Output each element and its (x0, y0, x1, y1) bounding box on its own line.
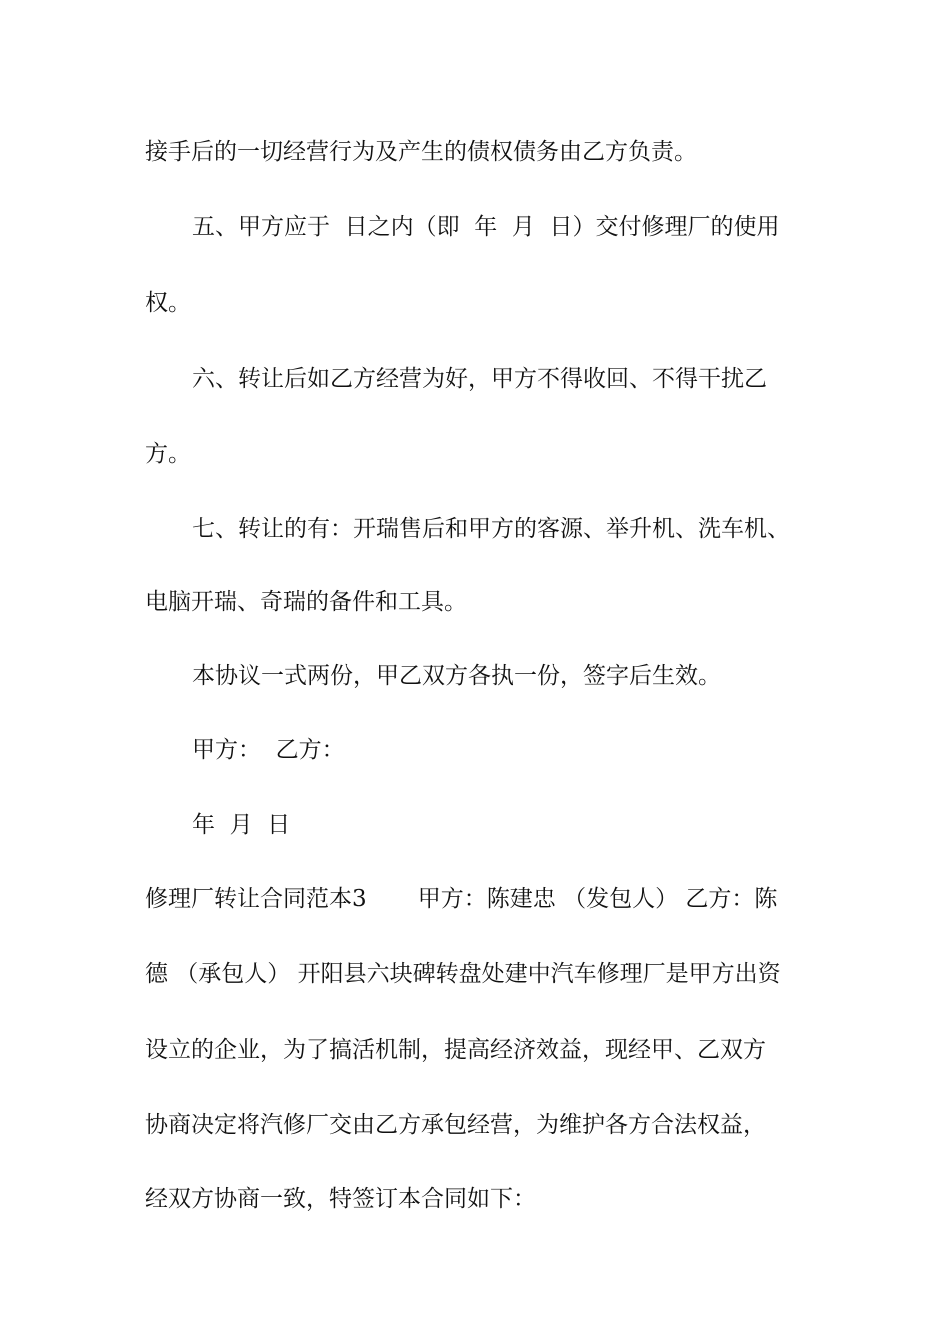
text-line: 本协议一式两份，甲乙双方各执一份，签字后生效。 (192, 663, 721, 689)
text-line: 五、甲方应于 日之内（即 年 月 日）交付修理厂的使用 (192, 214, 780, 240)
text-line: 经双方协商一致，特签订本合同如下： (145, 1186, 536, 1212)
text-line: 权。 (145, 290, 191, 316)
text-line: 方。 (145, 441, 191, 467)
text-line: 协商决定将汽修厂交由乙方承包经营，为维护各方合法权益， (145, 1112, 766, 1138)
text-line: 德 （承包人） 开阳县六块碑转盘处建中汽车修理厂是甲方出资 (145, 961, 781, 987)
text-line: 七、转让的有：开瑞售后和甲方的客源、举升机、洗车机、 (192, 516, 790, 542)
text-line: 甲方： 乙方： (192, 737, 345, 763)
text-line: 年 月 日 (192, 812, 291, 838)
text-line: 设立的企业，为了搞活机制，提高经济效益，现经甲、乙双方 (145, 1037, 766, 1063)
text-line: 修理厂转让合同范本3 甲方：陈建忠 （发包人） 乙方：陈 (145, 886, 778, 912)
text-line: 接手后的一切经营行为及产生的债权债务由乙方负责。 (145, 139, 697, 165)
text-line: 六、转让后如乙方经营为好，甲方不得收回、不得干扰乙 (192, 366, 767, 392)
text-line: 电脑开瑞、奇瑞的备件和工具。 (145, 589, 467, 615)
